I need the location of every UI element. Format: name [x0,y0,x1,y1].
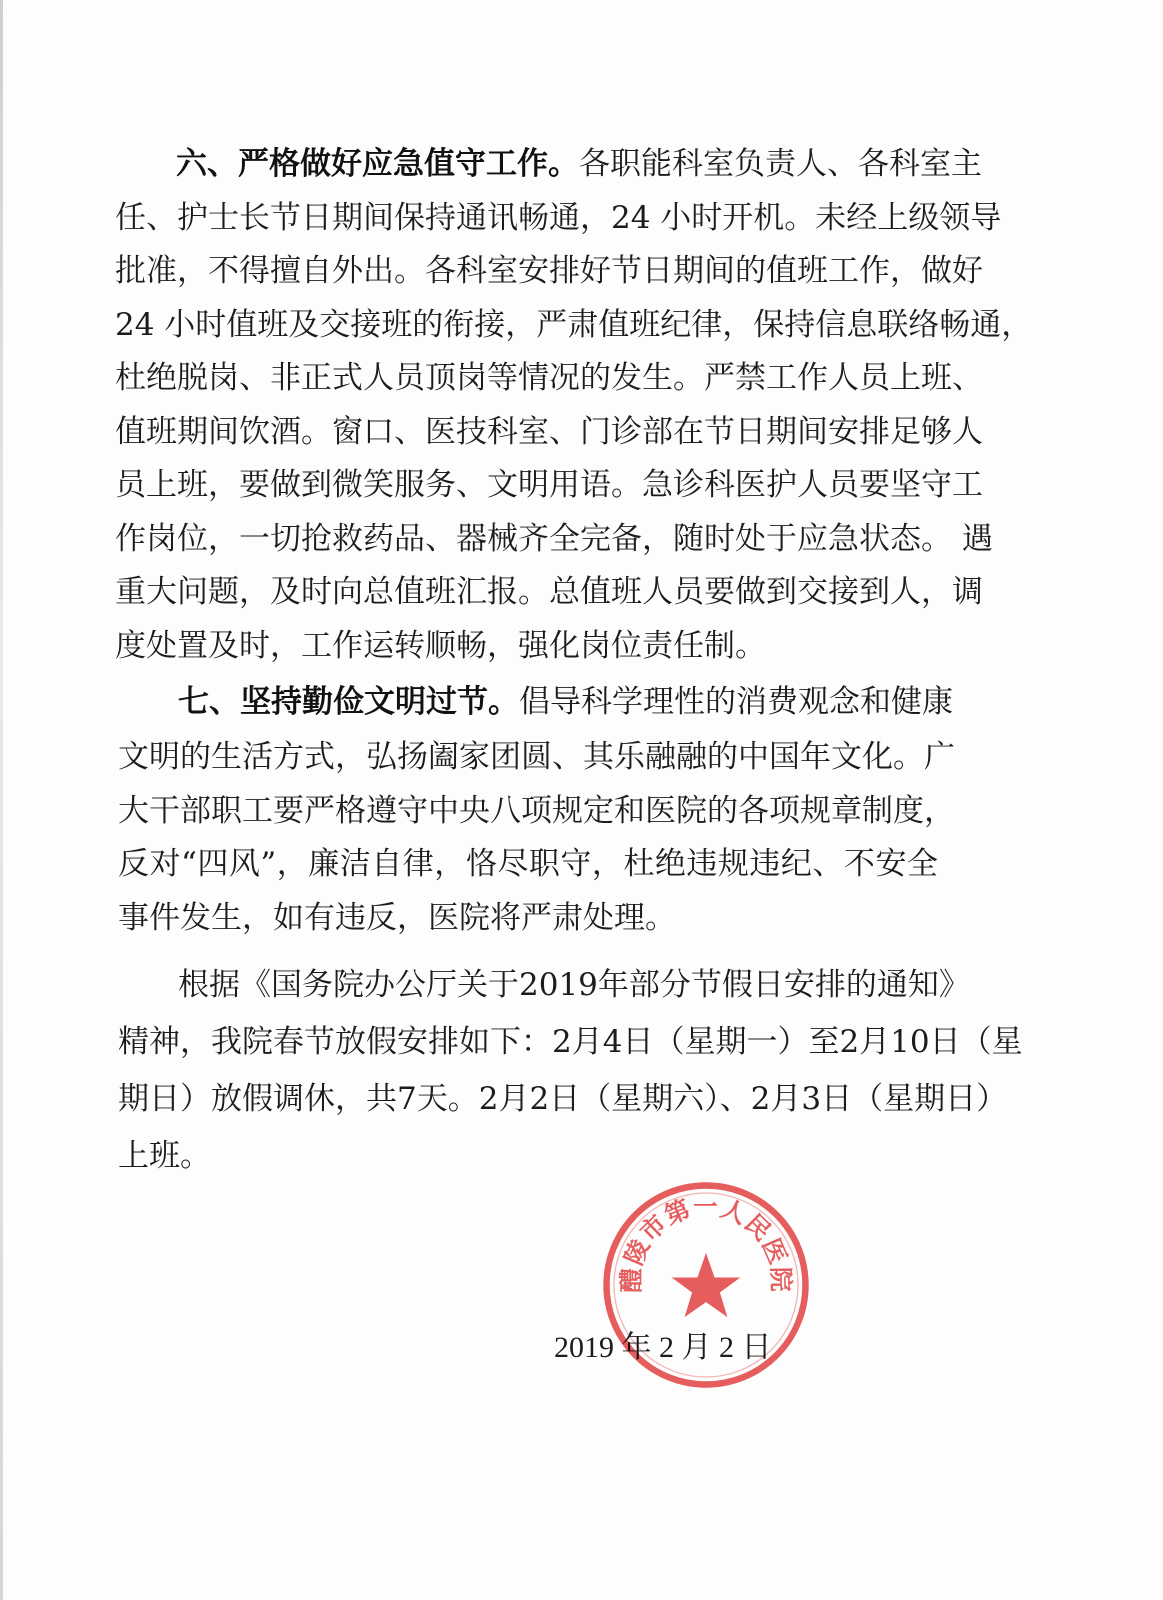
official-seal [599,1178,813,1392]
section-6-heading-line [176,142,982,186]
paragraph-text: 各职能科室负责人、各科室主 [579,146,982,182]
paragraph-line: 任、护士长节日期间保持通讯畅通，24 小时开机。未经上级领导 [115,200,1002,236]
seal-org-text: 醴陵市第一人民医院 [616,1191,796,1293]
paragraph-line: 作岗位，一切抢救药品、器械齐全完备，随时处于应急状态。 遇 [115,521,993,557]
paragraph-line: 文明的生活方式，弘扬阖家团圆、其乐融融的中国年文化。广 [118,739,955,775]
paragraph-line: 杜绝脱岗、非正式人员顶岗等情况的发生。严禁工作人员上班、 [115,360,983,396]
paragraph-line: 员上班，要做到微笑服务、文明用语。急诊科医护人员要坚守工 [115,467,983,503]
paragraph-line: 上班。 [118,1138,211,1174]
paragraph-line: 批准，不得擅自外出。各科室安排好节日期间的值班工作，做好 [115,253,983,289]
paragraph-line: 根据《国务院办公厅关于2019年部分节假日安排的通知》 [178,967,970,1003]
section-7-heading: 七、坚持勤俭文明过节。 [178,684,519,720]
document-date: 2019 年 2 月 2 日 [554,1331,772,1364]
scan-edge [0,0,3,1600]
paragraph-line: 值班期间饮酒。窗口、医技科室、门诊部在节日期间安排足够人 [115,414,983,450]
paragraph-line: 精神，我院春节放假安排如下：2月4日（星期一）至2月10日（星 [118,1024,1023,1060]
paragraph-text: 倡导科学理性的消费观念和健康 [519,684,953,720]
paragraph-line: 事件发生，如有违反，医院将严肃处理。 [118,900,676,936]
paragraph-line: 度处置及时，工作运转顺畅，强化岗位责任制。 [115,628,766,664]
paragraph-line: 24 小时值班及交接班的衔接，严肃值班纪律，保持信息联络畅通， [115,307,1033,343]
paragraph-line: 期日）放假调休，共7天。2月2日（星期六）、2月3日（星期日） [118,1081,1008,1117]
paragraph-line: 反对“四风”，廉洁自律，恪尽职守，杜绝违规违纪、不安全 [118,846,939,882]
paragraph-line: 重大问题，及时向总值班汇报。总值班人员要做到交接到人，调 [115,574,983,610]
section-7-heading-line [178,680,953,724]
paragraph-line: 大干部职工要严格遵守中央八项规定和医院的各项规章制度， [118,793,955,829]
seal-star-icon [672,1253,740,1317]
section-6-heading: 六、严格做好应急值守工作。 [176,146,579,182]
